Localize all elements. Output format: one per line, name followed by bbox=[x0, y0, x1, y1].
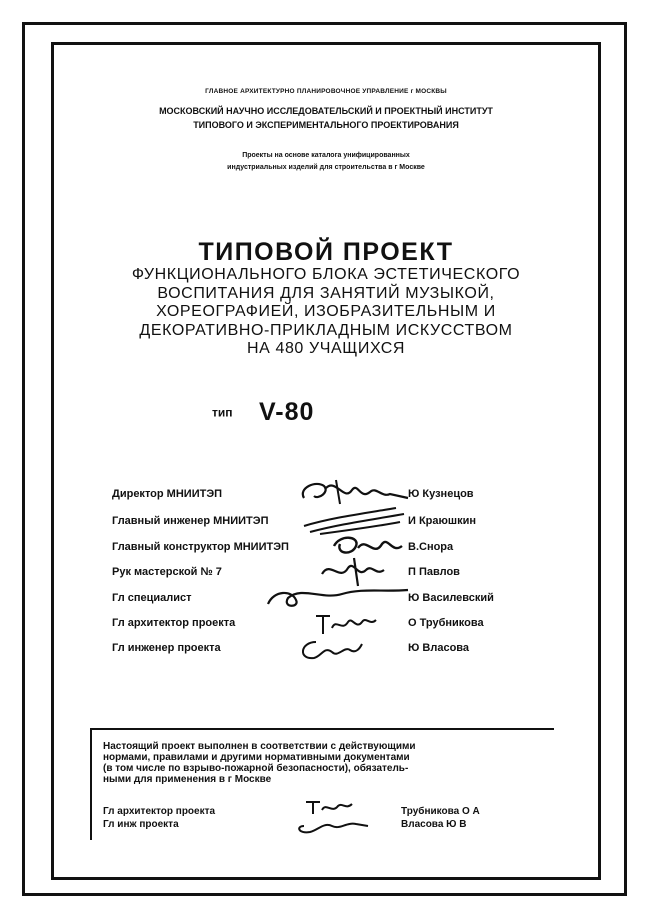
signatory-role: Главный конструктор МНИИТЭП bbox=[112, 541, 289, 553]
signatory-name: И Краюшкин bbox=[408, 515, 476, 527]
signatory-name: П Павлов bbox=[408, 566, 460, 578]
signatory-name: В.Снора bbox=[408, 541, 454, 553]
signature-footer bbox=[294, 796, 374, 836]
signatory-role: Рук мастерской № 7 bbox=[112, 566, 222, 578]
catalog-line-2: индустриальных изделий для строительства в г Москве bbox=[227, 164, 425, 171]
statement-line: Настоящий проект выполнен в соответствии с действующими bbox=[103, 741, 416, 752]
statement-line: ными для применения в г Москве bbox=[103, 774, 272, 785]
catalog-note bbox=[51, 150, 601, 174]
description-line: ДЕКОРАТИВНО-ПРИКЛАДНЫМ ИСКУССТВОМ bbox=[139, 321, 513, 339]
signatory-role: Гл архитектор проекта bbox=[112, 617, 236, 629]
catalog-line-1: Проекты на основе каталога унифицированных bbox=[242, 152, 410, 159]
signatory-role: Директор МНИИТЭП bbox=[112, 488, 223, 500]
type-label: тип bbox=[212, 405, 233, 420]
signatory-row-chief-designer bbox=[112, 541, 522, 561]
signatory-name: Ю Василевский bbox=[408, 592, 494, 604]
signatory-name: Ю Кузнецов bbox=[408, 488, 474, 500]
description-line: ВОСПИТАНИЯ ДЛЯ ЗАНЯТИЙ МУЗЫКОЙ, bbox=[157, 284, 495, 302]
description-line: ФУНКЦИОНАЛЬНОГО БЛОКА ЭСТЕТИЧЕСКОГО bbox=[131, 266, 521, 283]
signatory-role: Главный инженер МНИИТЭП bbox=[112, 515, 269, 527]
type-code: V-80 bbox=[258, 398, 315, 426]
statement-line: (в том числе по взрыво-пожарной безопасности), обязатель- bbox=[103, 763, 409, 774]
footer-role: Гл инж проекта bbox=[103, 819, 179, 830]
compliance-statement bbox=[103, 741, 543, 785]
signatory-name: Ю Власова bbox=[408, 642, 470, 654]
institute-line-2: ТИПОВОГО И ЭКСПЕРИМЕНТАЛЬНОГО ПРОЕКТИРОВАНИЯ bbox=[193, 120, 459, 130]
project-type bbox=[212, 398, 314, 427]
ministry-header: ГЛАВНОЕ АРХИТЕКТУРНО ПЛАНИРОВОЧНОЕ УПРАВЛЕНИЕ г МОСКВЫ bbox=[205, 88, 447, 95]
signature-project-engineer bbox=[296, 634, 366, 664]
institute-line-1: МОСКОВСКИЙ НАУЧНО ИССЛЕДОВАТЕЛЬСКИЙ И ПРОЕКТНЫЙ ИНСТИТУТ bbox=[159, 106, 493, 116]
institute-header bbox=[51, 104, 601, 132]
signatory-name: О Трубникова bbox=[408, 617, 484, 629]
description-line: ХОРЕОГРАФИЕЙ, ИЗОБРАЗИТЕЛЬНЫМ И bbox=[156, 303, 496, 320]
footer-role: Гл архитектор проекта bbox=[103, 806, 216, 817]
signatory-role: Гл специалист bbox=[112, 592, 192, 604]
footer-name: Власова Ю В bbox=[401, 819, 467, 830]
statement-line: нормами, правилами и другими нормативными документами bbox=[103, 752, 410, 763]
description-line: НА 480 УЧАЩИХСЯ bbox=[246, 340, 406, 357]
project-description bbox=[51, 266, 601, 359]
signatory-role: Гл инженер проекта bbox=[112, 642, 221, 654]
document-title: ТИПОВОЙ ПРОЕКТ bbox=[198, 238, 454, 266]
footer-name: Трубникова О А bbox=[401, 806, 480, 817]
